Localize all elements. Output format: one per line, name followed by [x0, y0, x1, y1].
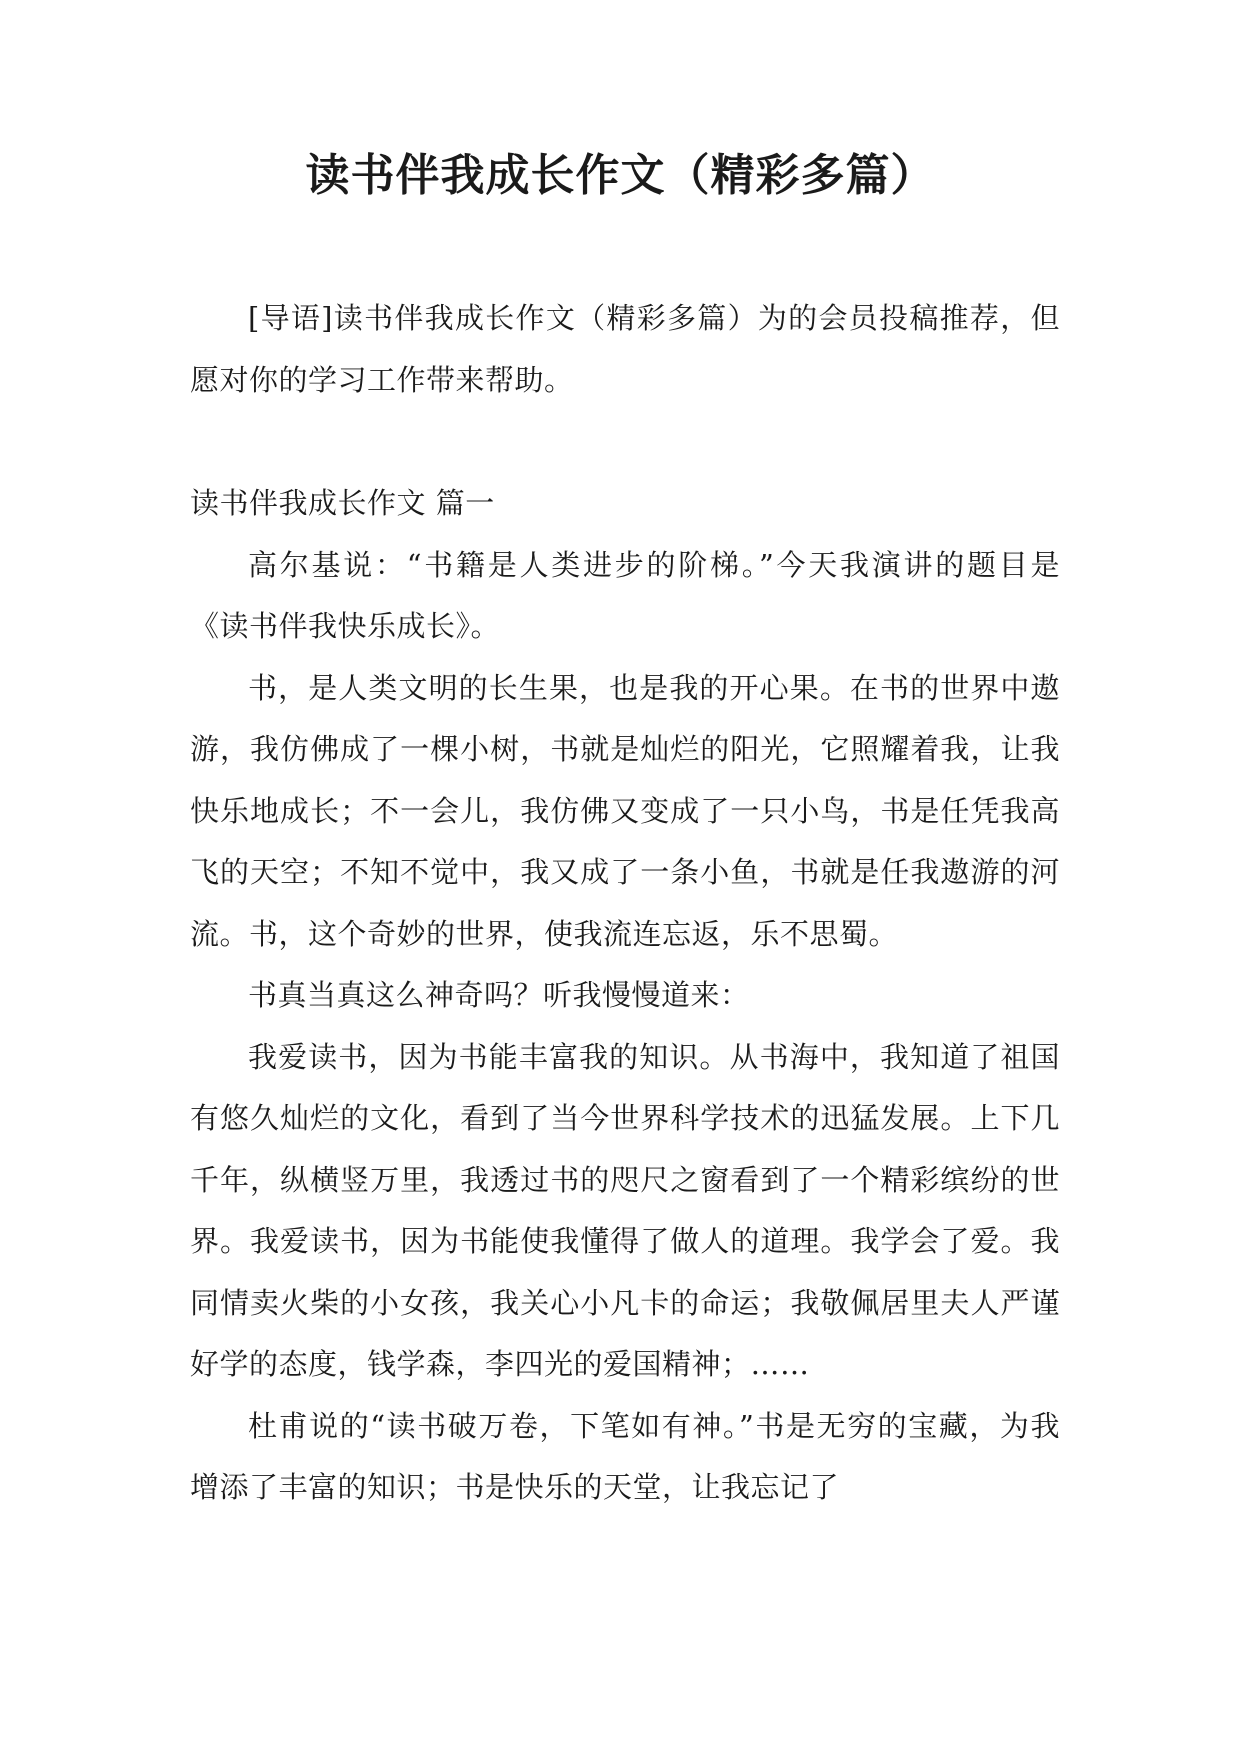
body-paragraph: 我爱读书，因为书能丰富我的知识。从书海中，我知道了祖国有悠久灿烂的文化，看到了当今世界科学技术的迅猛发展。上下几千年，纵横竖万里，我透过书的咫尺之窗看到了一个精彩缤纷的世界。我爱读书，因为书能使我懂得了做人的道理。我学会了爱。我同情卖火柴的小女孩，我关心小凡卡的命运；我敬佩居里夫人严谨好学的态度，钱学森，李四光的爱国精神；……: [190, 1039, 1060, 1381]
body-paragraph: 书真当真这么神奇吗？听我慢慢道来：: [248, 978, 750, 1012]
document-body: [190, 288, 1060, 1519]
paragraph-spacer: [190, 411, 1060, 473]
body-paragraph: 高尔基说：“书籍是人类进步的阶梯。”今天我演讲的题目是《读书伴我快乐成长》。: [190, 547, 1060, 643]
intro-paragraph: [导语]读书伴我成长作文（精彩多篇）为的会员投稿推荐，但愿对你的学习工作带来帮助。: [190, 301, 1060, 397]
section-heading: 读书伴我成长作文 篇一: [190, 486, 495, 520]
document-title: 读书伴我成长作文（精彩多篇）: [305, 150, 936, 201]
body-paragraph: 书，是人类文明的长生果，也是我的开心果。在书的世界中遨游，我仿佛成了一棵小树，书就是灿烂的阳光，它照耀着我，让我快乐地成长；不一会儿，我仿佛又变成了一只小鸟，书是任凭我高飞的天空；不知不觉中，我又成了一条小鱼，书就是任我遨游的河流。书，这个奇妙的世界，使我流连忘返，乐不思蜀。: [190, 670, 1060, 951]
body-paragraph: 杜甫说的“读书破万卷，下笔如有神。”书是无穷的宝藏，为我增添了丰富的知识；书是快乐的天堂，让我忘记了: [190, 1408, 1060, 1504]
